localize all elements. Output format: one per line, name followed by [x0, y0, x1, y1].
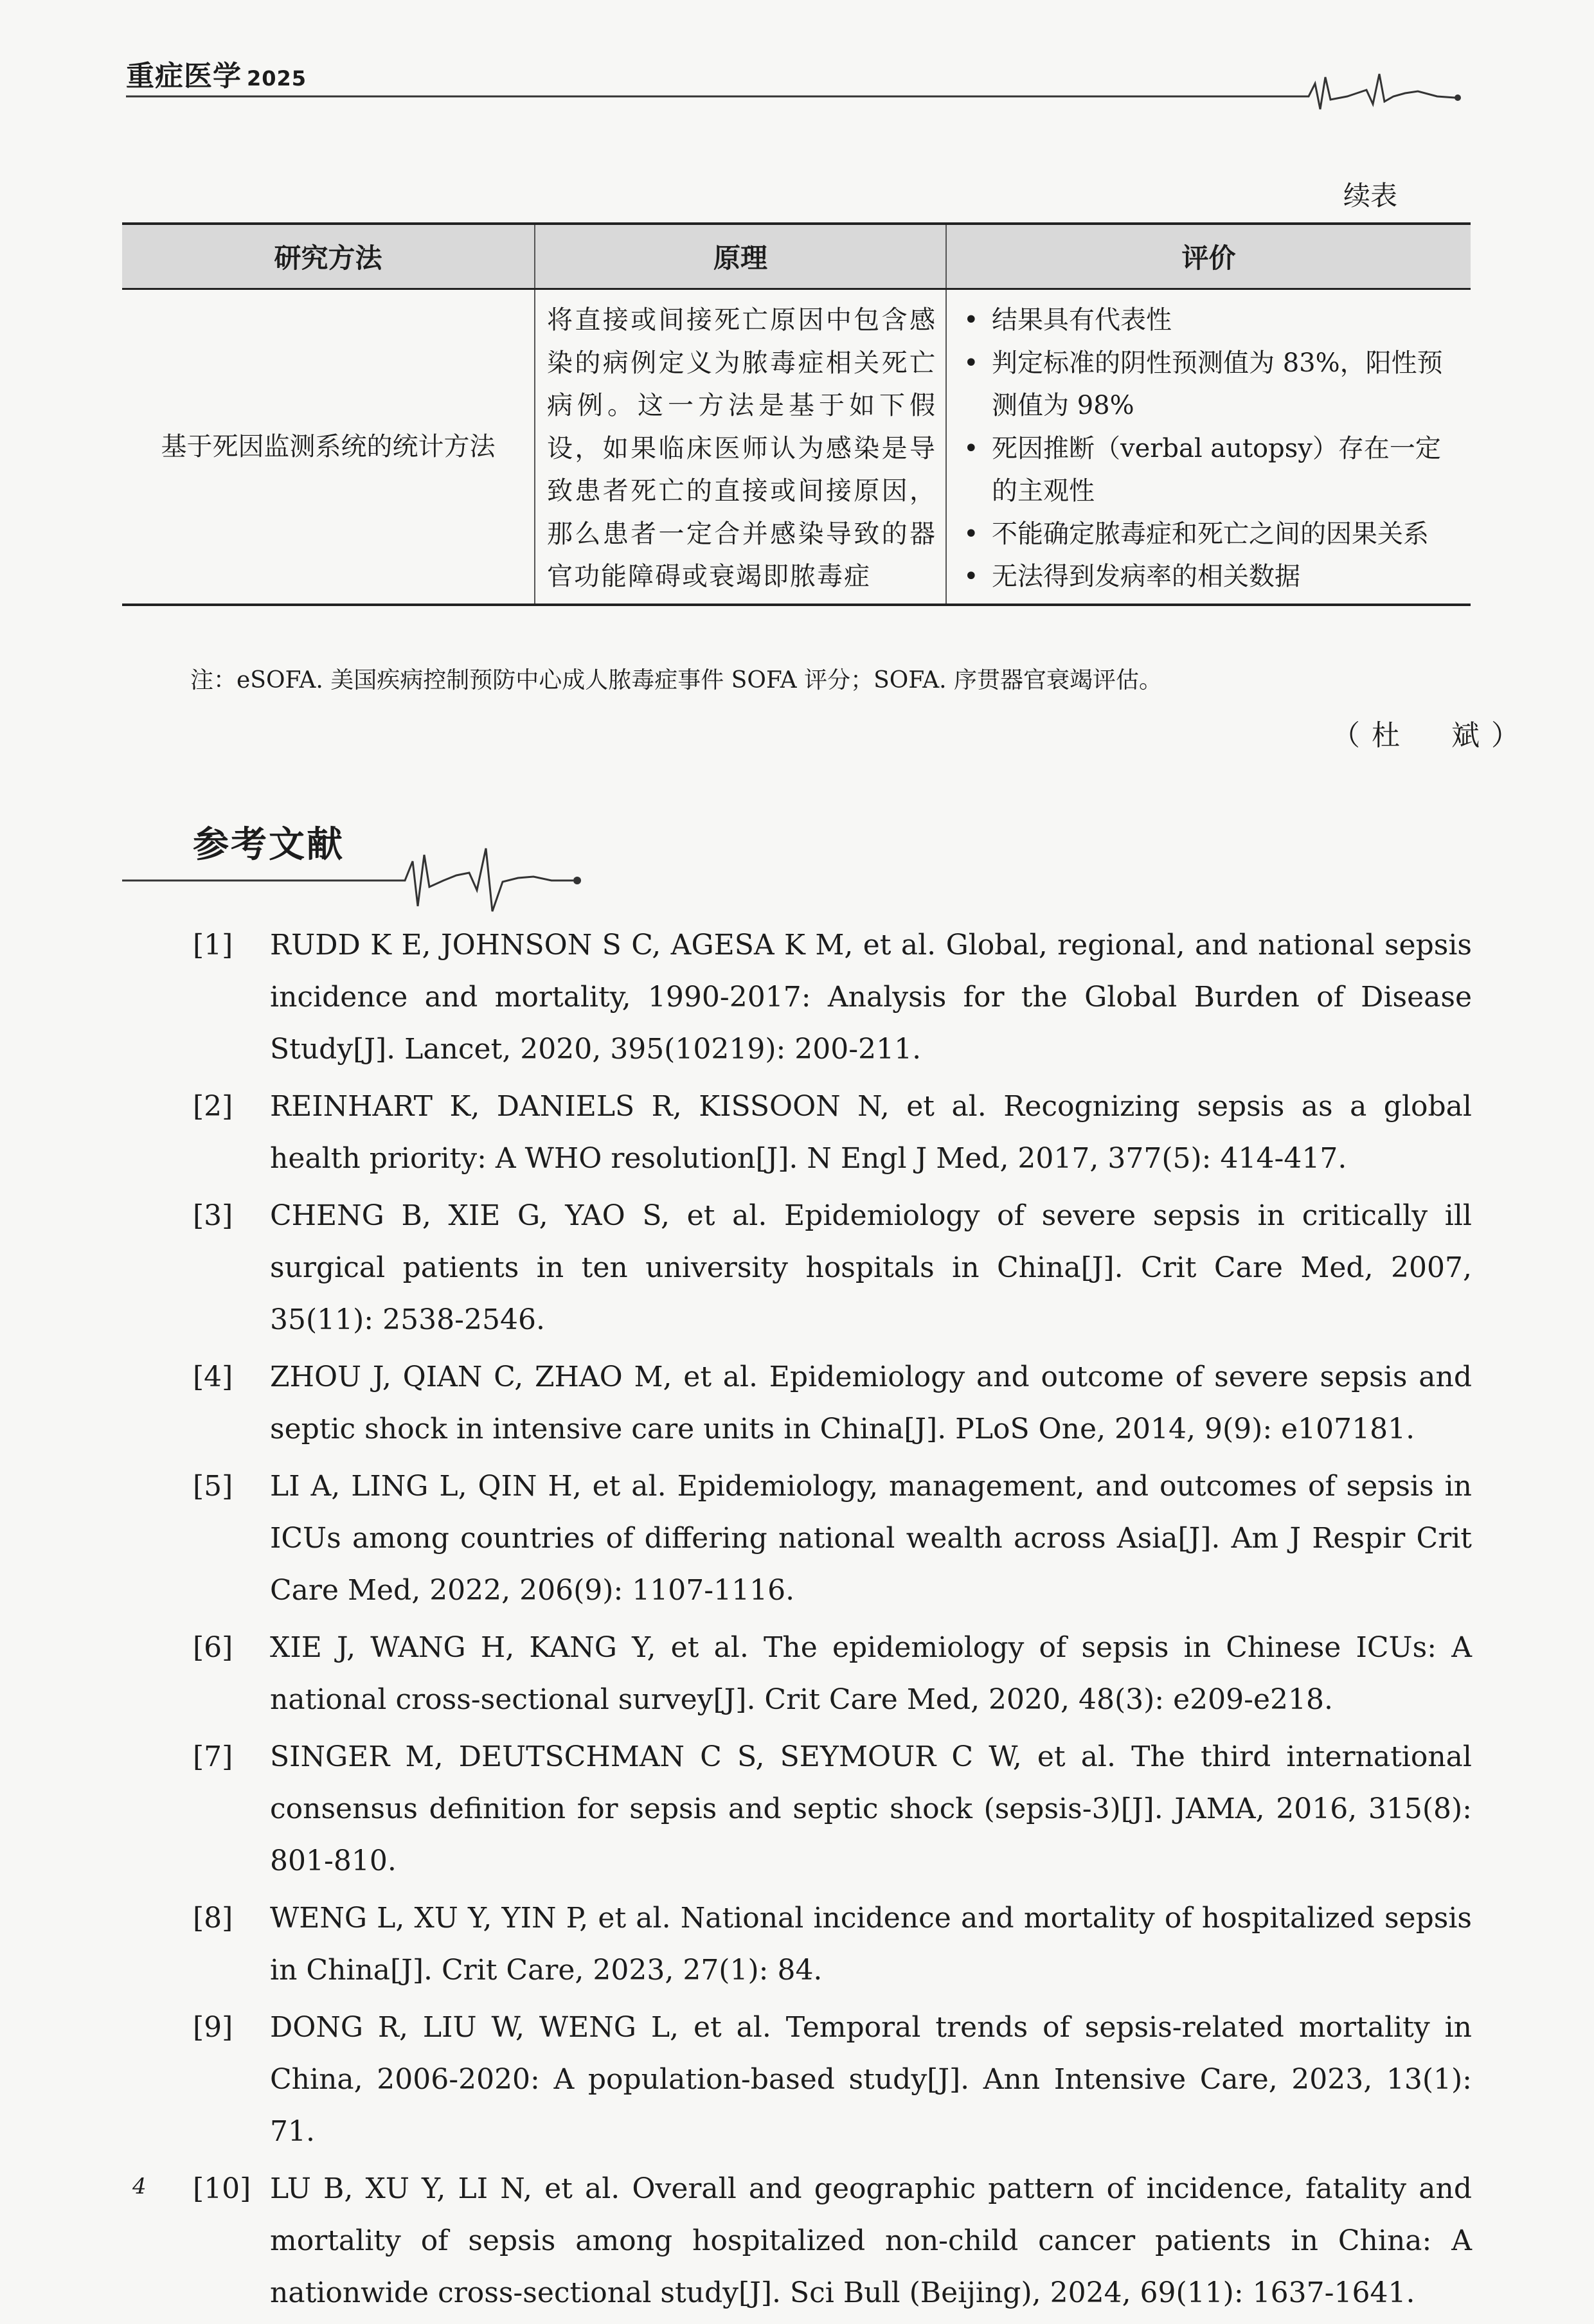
reference-text: LI A, LING L, QIN H, et al. Epidemiology, management, and outcomes of sepsis in ICUs among countries of differing national wealth across Asia[J]. Am J Respir Crit Care Med, 2022, 206(9): 1107-1116. [270, 1470, 1472, 1607]
evaluation-cell [946, 289, 1471, 605]
reference-item [193, 1190, 1472, 1346]
reference-item [193, 919, 1472, 1075]
reference-item [193, 1892, 1472, 1996]
reference-item [193, 1460, 1472, 1616]
references-title: 参考文献 [193, 824, 345, 866]
evaluation-item: • 结果具有代表性 [958, 299, 1462, 342]
reference-text: SINGER M, DEUTSCHMAN C S, SEYMOUR C W, et al. The third international consensus definition for sepsis and septic shock (sepsis-3)[J]. JAMA, 2016, 315(8): 801-810. [270, 1740, 1472, 1877]
method-cell: 基于死因监测系统的统计方法 [122, 289, 535, 605]
reference-number: [3] [193, 1199, 233, 1232]
references-list [193, 919, 1472, 2324]
evaluation-item: • 不能确定脓毒症和死亡之间的因果关系 [958, 513, 1462, 556]
evaluation-item: • 判定标准的阴性预测值为 83%，阳性预测值为 98% [958, 342, 1462, 427]
column-header-principle: 原理 [535, 224, 946, 289]
reference-text: DONG R, LIU W, WENG L, et al. Temporal trends of sepsis-related mortality in China, 2006-2020: A population-based study[J]. Ann Intensive Care, 2023, 13(1): 71. [270, 2011, 1472, 2148]
continued-label: 续表 [1343, 180, 1398, 211]
reference-text: RUDD K E, JOHNSON S C, AGESA K M, et al. Global, regional, and national sepsis incidence and mortality, 1990-2017: Analysis for the Global Burden of Disease Study[J]. Lancet, 2020, 395(10219): 200-211. [270, 929, 1472, 1066]
header-rule-line [126, 74, 1455, 109]
reference-number: [7] [193, 1740, 233, 1773]
evaluation-list [958, 299, 1462, 598]
reference-item [193, 1731, 1472, 1887]
table-note: 注：eSOFA. 美国疾病控制预防中心成人脓毒症事件 SOFA 评分；SOFA. 序贯器官衰竭评估。 [190, 667, 1163, 693]
reference-item [193, 2163, 1472, 2319]
section-author: （杜 斌） [1332, 719, 1531, 752]
reference-item [193, 1351, 1472, 1455]
reference-text: XIE J, WANG H, KANG Y, et al. The epidemiology of sepsis in Chinese ICUs: A national cross-sectional survey[J]. Crit Care Med, 2020, 48(3): e209-e218. [270, 1631, 1472, 1716]
references-rule-line [122, 848, 573, 911]
principle-cell: 将直接或间接死亡原因中包含感染的病例定义为脓毒症相关死亡病例。这一方法是基于如下假设，如果临床医师认为感染是导致患者死亡的直接或间接原因，那么患者一定合并感染导致的器官功能障碍或衰竭即脓毒症 [535, 289, 946, 605]
reference-item [193, 2001, 1472, 2158]
references-rule-dot [573, 877, 581, 884]
header-year: 2025 [247, 66, 307, 91]
evaluation-item: • 无法得到发病率的相关数据 [958, 555, 1462, 598]
reference-number: [2] [193, 1090, 233, 1123]
header-title: 重症医学 [126, 60, 242, 93]
column-header-evaluation: 评价 [946, 224, 1471, 289]
reference-text: CHENG B, XIE G, YAO S, et al. Epidemiology of severe sepsis in critically ill surgical patients in ten university hospitals in China[J]. Crit Care Med, 2007, 35(11): 2538-2546. [270, 1199, 1472, 1336]
evaluation-item: • 死因推断（verbal autopsy）存在一定的主观性 [958, 427, 1462, 513]
reference-text: ZHOU J, QIAN C, ZHAO M, et al. Epidemiology and outcome of severe sepsis and septic shock in intensive care units in China[J]. PLoS One, 2014, 9(9): e107181. [270, 1361, 1472, 1445]
reference-number: [4] [193, 1361, 233, 1393]
header-ecg-rule [126, 64, 1469, 122]
methods-table [122, 222, 1471, 606]
reference-text: REINHART K, DANIELS R, KISSOON N, et al. Recognizing sepsis as a global health priority: A WHO resolution[J]. N Engl J Med, 2017, 377(5): 414-417. [270, 1090, 1472, 1175]
reference-text: WENG L, XU Y, YIN P, et al. National incidence and mortality of hospitalized sepsis in China[J]. Crit Care, 2023, 27(1): 84. [270, 1902, 1472, 1987]
reference-item [193, 1622, 1472, 1726]
reference-number: [10] [193, 2172, 251, 2205]
reference-number: [9] [193, 2011, 233, 2044]
reference-number: [6] [193, 1631, 233, 1664]
reference-number: [5] [193, 1470, 233, 1503]
reference-text: LU B, XU Y, LI N, et al. Overall and geographic pattern of incidence, fatality and mortality of sepsis among hospitalized non-child cancer patients in China: A nationwide cross-sectional study[J]. Sci Bull (Beijing), 2024, 69(11): 1637-1641. [270, 2172, 1472, 2309]
references-ecg-rule [122, 836, 598, 932]
reference-number: [8] [193, 1902, 233, 1935]
column-header-method: 研究方法 [122, 224, 535, 289]
table-row [122, 289, 1471, 605]
table-header-row [122, 224, 1471, 289]
header-rule-dot [1455, 94, 1461, 101]
reference-item [193, 1080, 1472, 1184]
reference-number: [1] [193, 929, 233, 961]
page-number: 4 [132, 2174, 147, 2199]
